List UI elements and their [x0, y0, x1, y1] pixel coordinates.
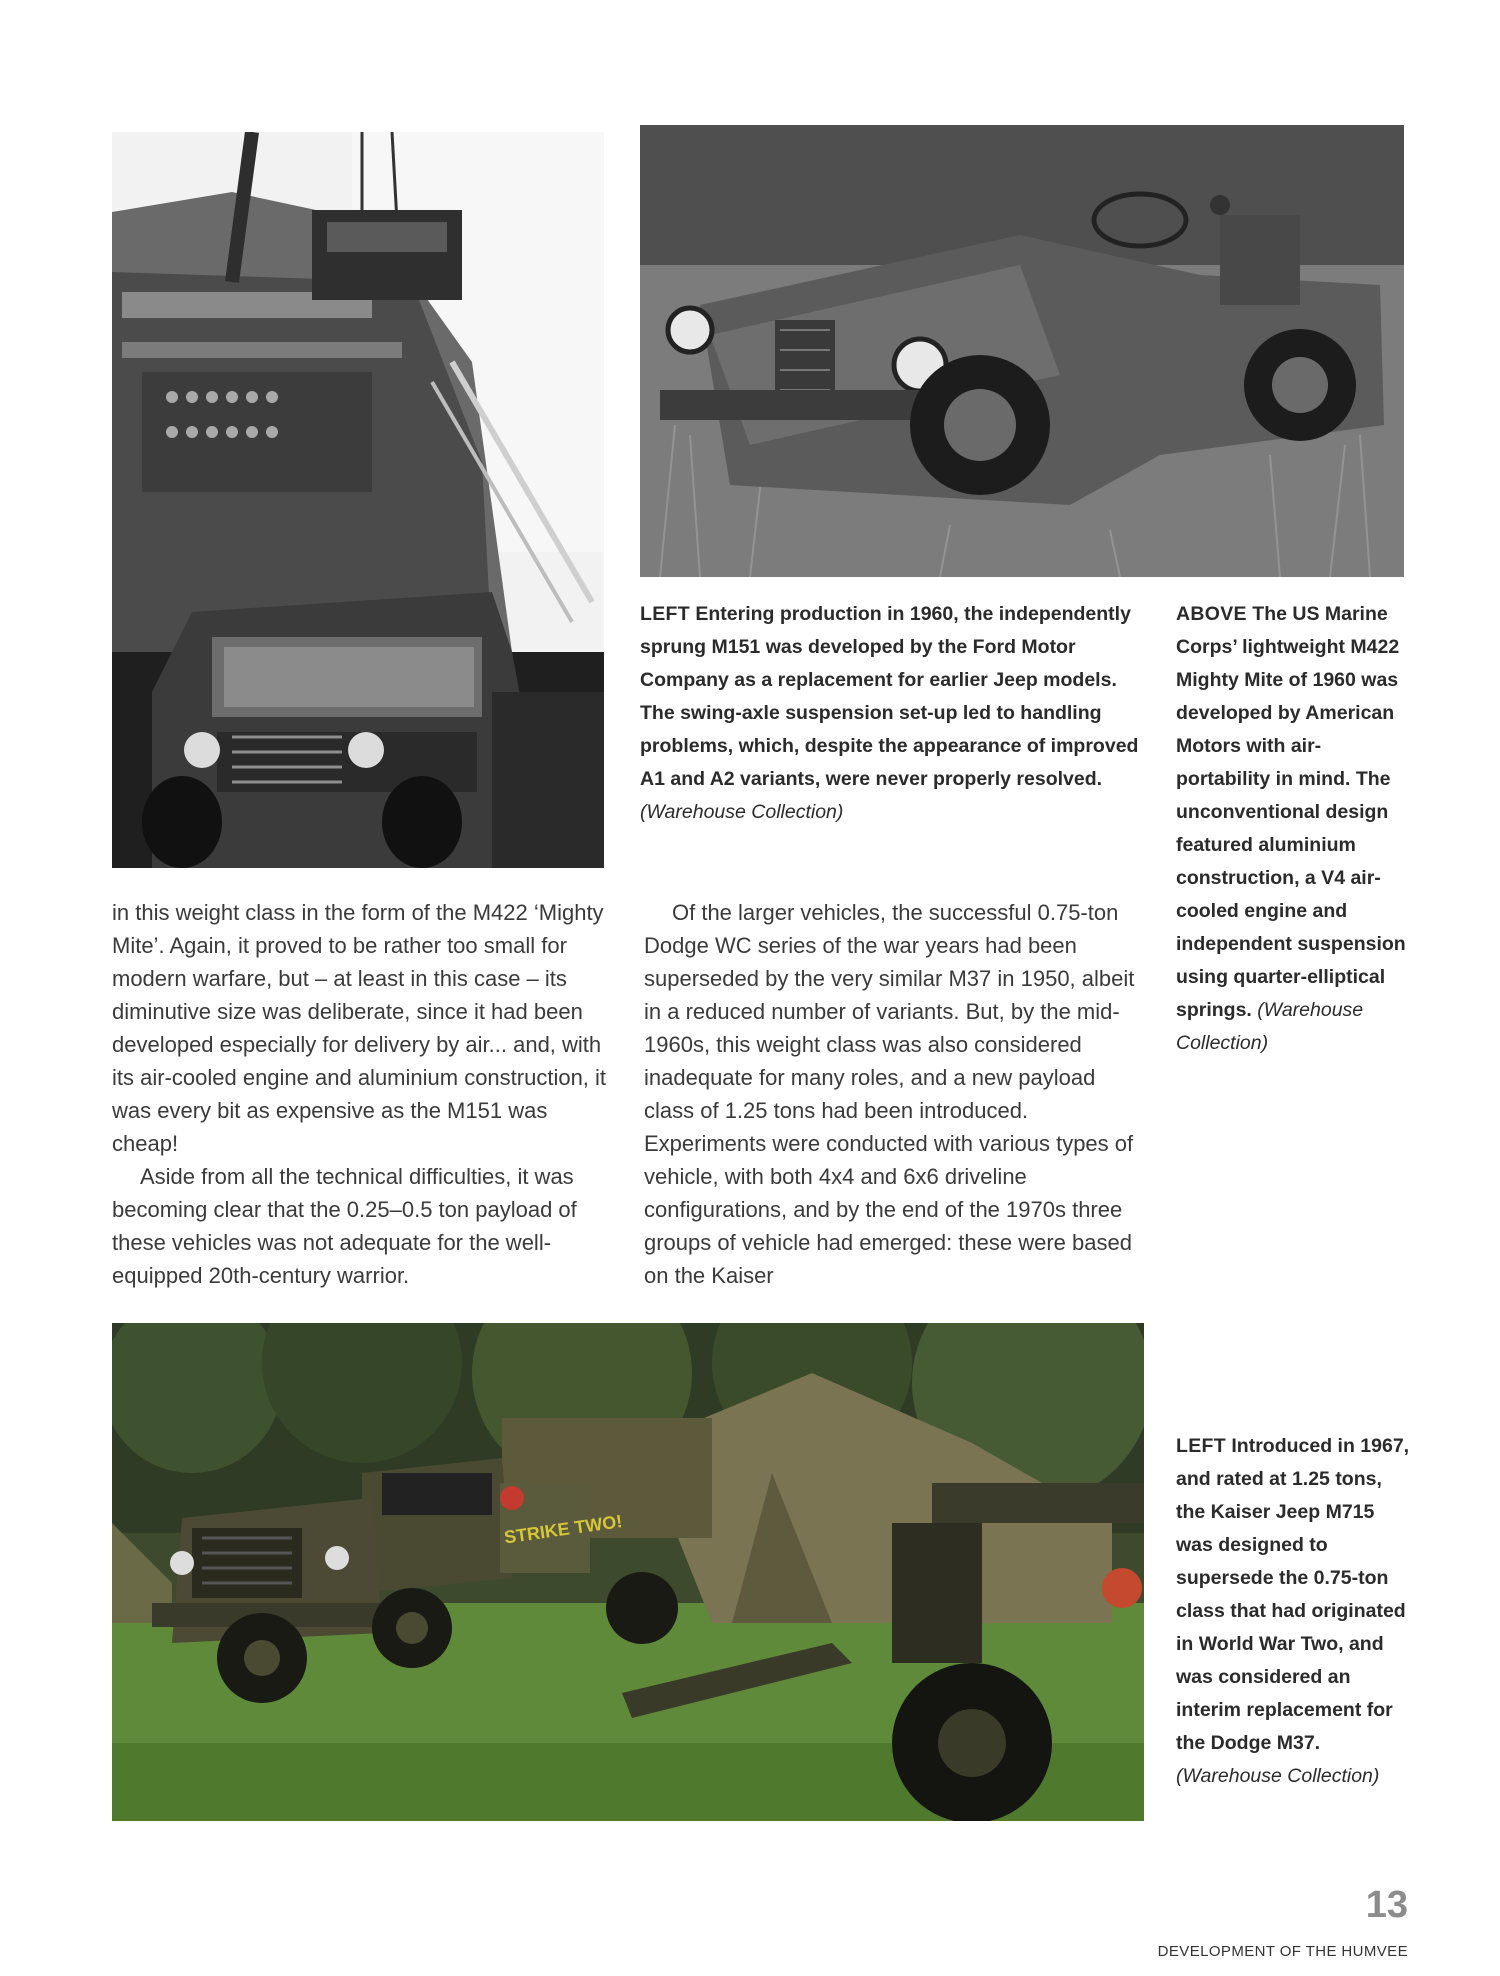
caption-m422 [1176, 598, 1412, 1060]
body-paragraph: Aside from all the technical difficulties, it was becoming clear that the 0.25–0.5 ton payload of these vehicles was not adequate for the well-equipped 20th-century warrior. [112, 1164, 577, 1288]
caption-credit: (Warehouse Collection) [1176, 999, 1364, 1054]
caption-m715 [1176, 1430, 1412, 1793]
caption-tag: ABOVE [1176, 603, 1247, 625]
caption-tag: LEFT [1176, 1435, 1226, 1457]
body-column-middle [644, 896, 1144, 1292]
photo-m422-mighty-mite [640, 125, 1404, 577]
caption-text: Introduced in 1967, and rated at 1.25 tons, the Kaiser Jeep M715 was designed to supersede the 0.75-ton class that had originated in World War Two, and was considered an interim replacement for the Dodge M37. [1176, 1435, 1410, 1754]
caption-text: Entering production in 1960, the independently sprung M151 was developed by the Ford Motor Company as a replacement for earlier Jeep models. The swing-axle suspension set-up led to handling problems, which, despite the appearance of improved A1 and A2 variants, were never properly resolved. [640, 603, 1139, 790]
caption-text: The US Marine Corps’ lightweight M422 Mighty Mite of 1960 was developed by American Motors with air-portability in mind. The unconventional design featured aluminium construction, a V4 air-cooled engine and independent suspension using quarter-elliptical springs. [1176, 603, 1406, 1021]
photo-slogan-strike-two: STRIKE TWO! [502, 1511, 624, 1548]
caption-credit: (Warehouse Collection) [640, 801, 844, 823]
body-column-left [112, 896, 610, 1292]
caption-credit: (Warehouse Collection) [1176, 1765, 1380, 1787]
photo-kaiser-jeep-m715 [112, 1323, 1144, 1821]
caption-m151 [640, 598, 1150, 829]
page-number: 13 [1365, 1884, 1408, 1926]
caption-tag: LEFT [640, 603, 690, 625]
body-paragraph: Of the larger vehicles, the successful 0.75-ton Dodge WC series of the war years had been superseded by the very similar M37 in 1950, albeit in a reduced number of variants. But, by the mid-1960s, this weight class was also considered inadequate for many roles, and a new payload class of 1.25 tons had been introduced. Experiments were conducted with various types of vehicle, with both 4x4 and 6x6 driveline configurations, and by the end of the 1970s three groups of vehicle had emerged: these were based on the Kaiser [644, 900, 1135, 1288]
photo-m151-ship-loading [112, 132, 604, 868]
body-paragraph: in this weight class in the form of the M422 ‘Mighty Mite’. Again, it proved to be rather too small for modern warfare, but – at least in this case – its diminutive size was deliberate, since it had been developed especially for delivery by air... and, with its air-cooled engine and aluminium construction, it was every bit as expensive as the M151 was cheap! [112, 900, 607, 1156]
running-title: DEVELOPMENT OF THE HUMVEE [1157, 1943, 1408, 1960]
